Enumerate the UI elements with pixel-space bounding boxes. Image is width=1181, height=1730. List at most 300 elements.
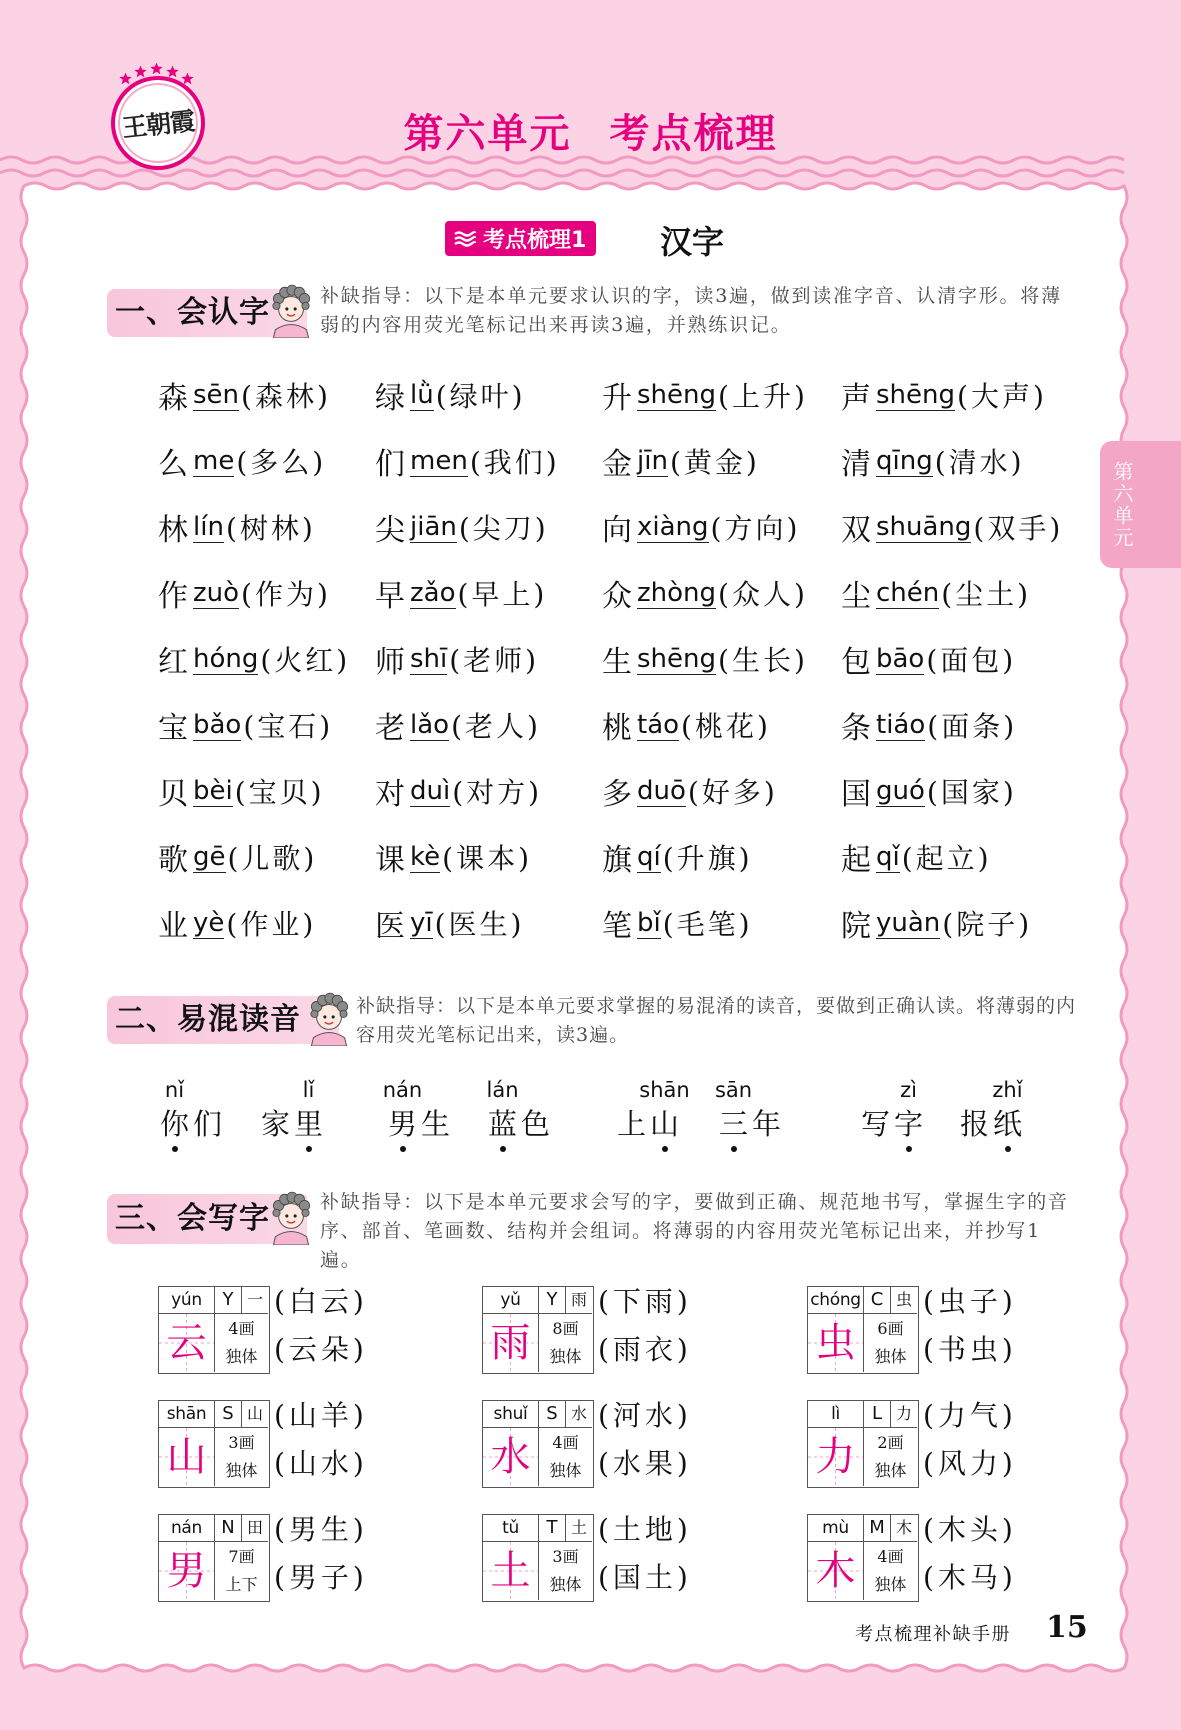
character: 虫 <box>815 1320 856 1366</box>
recognize-entry <box>158 824 375 890</box>
stroke-count: 6画 <box>877 1319 904 1338</box>
character: 们 <box>192 1107 222 1141</box>
character: 男 <box>166 1548 207 1594</box>
recognize-entry <box>602 362 841 428</box>
character: 条 <box>841 711 871 746</box>
character: 上 <box>616 1107 646 1141</box>
character-writing-grid <box>159 1314 215 1372</box>
pinyin: zì <box>900 1078 917 1102</box>
recognize-entry <box>841 560 1081 626</box>
example-word: (院子) <box>942 908 1033 941</box>
section-topic: 汉字 <box>660 223 725 261</box>
pinyin: qǐ <box>876 841 900 872</box>
example-word: (方向) <box>710 512 801 545</box>
character-info-box <box>158 1286 270 1374</box>
pinyin: yè <box>193 907 225 938</box>
recognize-entry <box>375 824 602 890</box>
word-character-slot <box>419 1072 452 1154</box>
character: 国 <box>841 777 871 812</box>
character: 木 <box>815 1548 856 1594</box>
radical: 一 <box>242 1287 268 1314</box>
word-character-slot <box>292 1072 325 1154</box>
character: 年 <box>751 1107 781 1141</box>
example-word: (面条) <box>927 710 1018 743</box>
character: 尘 <box>841 579 871 614</box>
pinyin: lì <box>808 1401 864 1428</box>
character: 里 <box>293 1107 323 1141</box>
example-word: (森林) <box>241 380 331 413</box>
initial-letter: T <box>539 1515 566 1542</box>
stroke-count: 7画 <box>228 1547 255 1566</box>
example-word: (河水) <box>598 1399 692 1432</box>
emphasis-dot-icon <box>500 1146 506 1152</box>
pinyin: lǐ <box>302 1078 315 1102</box>
pinyin: nán <box>159 1515 215 1542</box>
wave-lines-icon <box>453 229 477 249</box>
example-word: (升旗) <box>662 842 753 875</box>
character-card <box>807 1286 1097 1400</box>
character-writing-grid <box>483 1428 539 1486</box>
character: 红 <box>158 645 188 680</box>
pinyin: shēng <box>876 379 956 410</box>
character: 贝 <box>158 777 188 812</box>
stroke-count: 3画 <box>228 1433 255 1452</box>
recognize-entry <box>841 428 1081 494</box>
recognize-entry <box>375 362 602 428</box>
example-word: (云朵) <box>274 1333 368 1366</box>
character: 早 <box>375 579 405 614</box>
confusable-word <box>158 1072 224 1154</box>
guide-text: 补缺指导：以下是本单元要求会写的字，要做到正确、规范地书写，掌握生字的音序、部首、笔画数、结构并会组词。将薄弱的内容用荧光笔标记出来，并抄写1遍。 <box>320 1191 1069 1271</box>
word-character-slot <box>486 1072 519 1154</box>
heading-text: 二、易混读音 <box>115 1002 301 1037</box>
title-unit: 第六单元 <box>403 111 572 157</box>
pinyin: tǔ <box>483 1515 539 1542</box>
pinyin: bǎo <box>193 709 242 740</box>
heading-text: 三、会写字 <box>115 1201 270 1236</box>
word-character-slot <box>158 1072 191 1154</box>
recognize-entry <box>602 890 841 956</box>
character-card <box>482 1286 807 1400</box>
recognize-characters-grid <box>158 362 1081 956</box>
stroke-count: 4画 <box>228 1319 255 1338</box>
example-word: (木马) <box>923 1561 1017 1594</box>
pinyin: guó <box>876 775 925 806</box>
pinyin: chén <box>876 577 940 608</box>
character: 医 <box>375 909 405 944</box>
recognize-entry <box>602 758 841 824</box>
initial-letter: Y <box>539 1287 566 1314</box>
pinyin: yún <box>159 1287 215 1314</box>
character: 男 <box>387 1107 417 1141</box>
recognize-entry <box>602 494 841 560</box>
logo-text: 王朝霞 <box>120 106 196 143</box>
character: 森 <box>158 381 188 416</box>
word-character-slot <box>750 1072 783 1154</box>
example-word: (火红) <box>260 644 351 677</box>
section-badge <box>445 221 596 256</box>
initial-letter: L <box>864 1401 891 1428</box>
character: 云 <box>166 1320 207 1366</box>
pinyin: yī <box>410 907 433 938</box>
emphasis-dot-icon <box>731 1146 737 1152</box>
word-character-slot <box>519 1072 552 1154</box>
recognize-entry <box>602 626 841 692</box>
initial-letter: Y <box>215 1287 242 1314</box>
radical: 雨 <box>566 1287 592 1314</box>
recognize-entry <box>375 494 602 560</box>
character: 蓝 <box>487 1107 517 1141</box>
character: 双 <box>841 513 871 548</box>
example-word: (宝石) <box>243 710 334 743</box>
example-word: (下雨) <box>598 1285 692 1318</box>
badge-label: 考点梳理1 <box>483 228 587 253</box>
character: 师 <box>375 645 405 680</box>
recognize-entry <box>375 560 602 626</box>
character-writing-grid <box>483 1542 539 1600</box>
pinyin: sēn <box>193 379 240 410</box>
character: 尖 <box>375 513 405 548</box>
character: 清 <box>841 447 871 482</box>
character-card <box>482 1514 807 1628</box>
pinyin: me <box>193 445 235 476</box>
guide-text: 补缺指导：以下是本单元要求掌握的易混淆的读音，要做到正确认读。将薄弱的内容用荧光笔标记出来，读3遍。 <box>356 995 1077 1046</box>
character: 生 <box>420 1107 450 1141</box>
recognize-entry <box>602 692 841 758</box>
footer-book-title: 考点梳理补缺手册 <box>855 1624 1011 1645</box>
word-character-slot <box>714 1072 753 1154</box>
recognize-entry <box>841 890 1081 956</box>
character: 么 <box>158 447 188 482</box>
structure: 独体 <box>549 1575 582 1594</box>
pinyin: shēng <box>637 643 717 674</box>
character: 纸 <box>992 1107 1022 1141</box>
side-tab-label: 第六单元 <box>1110 460 1134 549</box>
example-word: (双手) <box>973 512 1064 545</box>
recognize-entry <box>602 560 841 626</box>
initial-letter: S <box>215 1401 242 1428</box>
structure: 独体 <box>225 1461 258 1480</box>
radical: 虫 <box>891 1287 917 1314</box>
word-character-slot <box>639 1072 690 1154</box>
page-number: 15 <box>1046 1610 1088 1645</box>
structure: 独体 <box>874 1575 907 1594</box>
pinyin: nán <box>382 1078 423 1102</box>
pinyin: qí <box>637 841 661 872</box>
pinyin: men <box>410 445 468 476</box>
pinyin: gē <box>193 841 226 872</box>
example-word: (作为) <box>241 578 331 611</box>
emphasis-dot-icon <box>662 1146 668 1152</box>
character: 桃 <box>602 711 632 746</box>
character: 写 <box>860 1107 890 1141</box>
character: 绿 <box>375 381 405 416</box>
example-word: (树林) <box>225 512 316 545</box>
pinyin: zhǐ <box>992 1078 1023 1102</box>
character: 包 <box>841 645 871 680</box>
pinyin: jīn <box>637 445 668 476</box>
example-word: (儿歌) <box>227 842 318 875</box>
initial-letter: S <box>539 1401 566 1428</box>
pinyin: shī <box>410 643 448 674</box>
character: 向 <box>602 513 632 548</box>
pinyin: lán <box>486 1078 519 1102</box>
confusable-word <box>382 1072 452 1154</box>
character: 力 <box>815 1434 856 1480</box>
unit-side-tab <box>1100 441 1181 568</box>
confusable-readings-row <box>158 1072 1024 1154</box>
radical: 田 <box>242 1515 268 1542</box>
word-character-slot <box>892 1072 925 1154</box>
recognize-entry <box>158 890 375 956</box>
character: 土 <box>490 1548 531 1594</box>
character-info-box <box>158 1514 270 1602</box>
pinyin: shān <box>639 1078 690 1102</box>
recognize-entry <box>841 692 1081 758</box>
emphasis-dot-icon <box>400 1146 406 1152</box>
example-word: (白云) <box>274 1285 368 1318</box>
example-word: (尘土) <box>941 578 1032 611</box>
character-writing-grid <box>159 1428 215 1486</box>
recognize-entry <box>158 758 375 824</box>
pinyin: jiān <box>410 511 457 542</box>
example-word: (医生) <box>434 908 525 941</box>
example-word: (国家) <box>926 776 1017 809</box>
recognize-entry <box>158 428 375 494</box>
emphasis-dot-icon <box>906 1146 912 1152</box>
emphasis-dot-icon <box>306 1146 312 1152</box>
confusable-word <box>615 1072 690 1154</box>
character-info-box <box>482 1514 594 1602</box>
stroke-count: 4画 <box>877 1547 904 1566</box>
character-info-box <box>807 1400 919 1488</box>
pinyin: zǎo <box>410 577 456 608</box>
recognize-entry <box>375 758 602 824</box>
recognize-entry <box>602 428 841 494</box>
pinyin: hóng <box>193 643 259 674</box>
character: 色 <box>520 1107 550 1141</box>
character: 院 <box>841 909 871 944</box>
pinyin: tiáo <box>876 709 926 740</box>
character: 们 <box>375 447 405 482</box>
character: 课 <box>375 843 405 878</box>
example-word: (面包) <box>926 644 1017 677</box>
pinyin: lǜ <box>410 379 434 410</box>
confusable-word <box>958 1072 1024 1154</box>
example-word: (上升) <box>718 380 808 413</box>
example-word: (起立) <box>901 842 992 875</box>
recognize-entry <box>841 494 1081 560</box>
word-character-slot <box>191 1072 224 1154</box>
example-word: (土地) <box>598 1513 692 1546</box>
emphasis-dot-icon <box>172 1146 178 1152</box>
example-word: (木头) <box>923 1513 1017 1546</box>
character-info-box <box>807 1286 919 1374</box>
stroke-count: 3画 <box>552 1547 579 1566</box>
title-topic: 考点梳理 <box>609 111 778 157</box>
teacher-avatar-icon <box>268 282 314 338</box>
character-info-box <box>807 1514 919 1602</box>
word-character-slot <box>991 1072 1024 1154</box>
character: 报 <box>959 1107 989 1141</box>
pinyin: bèi <box>193 775 233 806</box>
example-word: (雨衣) <box>598 1333 692 1366</box>
word-character-slot <box>382 1072 423 1154</box>
character-card <box>158 1286 482 1400</box>
recognize-entry <box>841 824 1081 890</box>
character-writing-grid <box>808 1428 864 1486</box>
stroke-count: 8画 <box>552 1319 579 1338</box>
character: 你 <box>159 1107 189 1141</box>
initial-letter: M <box>864 1515 891 1542</box>
character: 业 <box>158 909 188 944</box>
character: 三 <box>718 1107 748 1141</box>
character: 水 <box>490 1434 531 1480</box>
pinyin: shuāng <box>876 511 972 542</box>
example-word: (生长) <box>718 644 808 677</box>
recognize-entry <box>841 758 1081 824</box>
logo-seal <box>111 76 205 170</box>
structure: 独体 <box>225 1347 258 1366</box>
teacher-avatar-icon <box>306 990 352 1046</box>
pinyin: táo <box>637 709 680 740</box>
character: 山 <box>649 1107 679 1141</box>
example-word: (多么) <box>236 446 327 479</box>
character: 笔 <box>602 909 632 944</box>
structure: 独体 <box>874 1347 907 1366</box>
confusable-word <box>859 1072 925 1154</box>
character-info-box <box>482 1400 594 1488</box>
character: 对 <box>375 777 405 812</box>
stroke-count: 2画 <box>877 1433 904 1452</box>
confusable-word <box>259 1072 325 1154</box>
recognize-entry <box>158 692 375 758</box>
character-writing-grid <box>159 1542 215 1600</box>
pinyin: yǔ <box>483 1287 539 1314</box>
character-card <box>482 1400 807 1514</box>
pinyin: yuàn <box>876 907 941 938</box>
pinyin: lín <box>193 511 224 542</box>
example-word: (山羊) <box>274 1399 368 1432</box>
example-word: (我们) <box>469 446 560 479</box>
confusable-word <box>486 1072 552 1154</box>
example-word: (课本) <box>442 842 532 875</box>
radical: 力 <box>891 1401 917 1428</box>
character-info-box <box>482 1286 594 1374</box>
character-writing-grid <box>808 1542 864 1600</box>
confusable-word <box>714 1072 783 1154</box>
structure: 独体 <box>549 1347 582 1366</box>
character: 旗 <box>602 843 632 878</box>
character: 宝 <box>158 711 188 746</box>
pinyin: lǎo <box>410 709 450 740</box>
pinyin: shuǐ <box>483 1401 539 1428</box>
structure: 独体 <box>874 1461 907 1480</box>
character: 声 <box>841 381 871 416</box>
recognize-entry <box>158 560 375 626</box>
character-card <box>807 1400 1097 1514</box>
example-word: (绿叶) <box>435 380 526 413</box>
pinyin: chóng <box>808 1287 864 1314</box>
example-word: (众人) <box>718 578 808 611</box>
character: 老 <box>375 711 405 746</box>
radical: 山 <box>242 1401 268 1428</box>
example-word: (桃花) <box>681 710 771 743</box>
recognize-entry <box>375 428 602 494</box>
pinyin: xiàng <box>637 511 709 542</box>
recognize-entry <box>158 626 375 692</box>
pinyin: sān <box>714 1078 753 1102</box>
pinyin: duì <box>410 775 451 806</box>
example-word: (宝贝) <box>234 776 325 809</box>
character: 字 <box>893 1107 923 1141</box>
example-word: (虫子) <box>923 1285 1017 1318</box>
character-info-box <box>158 1400 270 1488</box>
structure: 上下 <box>225 1575 258 1594</box>
writing-characters-grid <box>158 1286 1097 1628</box>
pinyin: kè <box>410 841 441 872</box>
character-writing-grid <box>808 1314 864 1372</box>
character-card <box>158 1400 482 1514</box>
example-word: (水果) <box>598 1447 692 1480</box>
teacher-avatar-icon <box>268 1189 314 1245</box>
example-word: (好多) <box>687 776 778 809</box>
recognize-entry <box>158 362 375 428</box>
character: 家 <box>260 1107 290 1141</box>
character-card <box>158 1514 482 1628</box>
example-word: (作业) <box>226 908 317 941</box>
radical: 土 <box>566 1515 592 1542</box>
initial-letter: N <box>215 1515 242 1542</box>
pinyin: zhòng <box>637 577 717 608</box>
example-word: (尖刀) <box>458 512 549 545</box>
example-word: (男子) <box>274 1561 368 1594</box>
recognize-entry <box>158 494 375 560</box>
radical: 水 <box>566 1401 592 1428</box>
example-word: (男生) <box>274 1513 368 1546</box>
pinyin: qīng <box>876 445 933 476</box>
example-word: (山水) <box>274 1447 368 1480</box>
pinyin: bǐ <box>637 907 661 938</box>
character: 作 <box>158 579 188 614</box>
pinyin: duō <box>637 775 686 806</box>
initial-letter: C <box>864 1287 891 1314</box>
character: 生 <box>602 645 632 680</box>
example-word: (早上) <box>457 578 548 611</box>
guide-text: 补缺指导：以下是本单元要求认识的字，读3遍，做到读准字音、认清字形。将薄弱的内容用荧光笔标记出来再读3遍，并熟练识记。 <box>320 285 1062 336</box>
example-word: (老师) <box>449 644 540 677</box>
recognize-entry <box>841 362 1081 428</box>
recognize-entry <box>375 890 602 956</box>
example-word: (毛笔) <box>662 908 753 941</box>
character-writing-grid <box>483 1314 539 1372</box>
example-word: (风力) <box>923 1447 1017 1480</box>
character: 金 <box>602 447 632 482</box>
character: 多 <box>602 777 632 812</box>
stroke-count: 4画 <box>552 1433 579 1452</box>
example-word: (黄金) <box>669 446 760 479</box>
pinyin: bāo <box>876 643 925 674</box>
section-heading-confusable <box>107 996 339 1044</box>
pinyin: shēng <box>637 379 717 410</box>
recognize-entry <box>375 626 602 692</box>
recognize-entry <box>375 692 602 758</box>
example-word: (清水) <box>934 446 1025 479</box>
example-word: (力气) <box>923 1399 1017 1432</box>
pinyin: zuò <box>193 577 240 608</box>
emphasis-dot-icon <box>1005 1146 1011 1152</box>
publisher-logo <box>103 60 211 168</box>
